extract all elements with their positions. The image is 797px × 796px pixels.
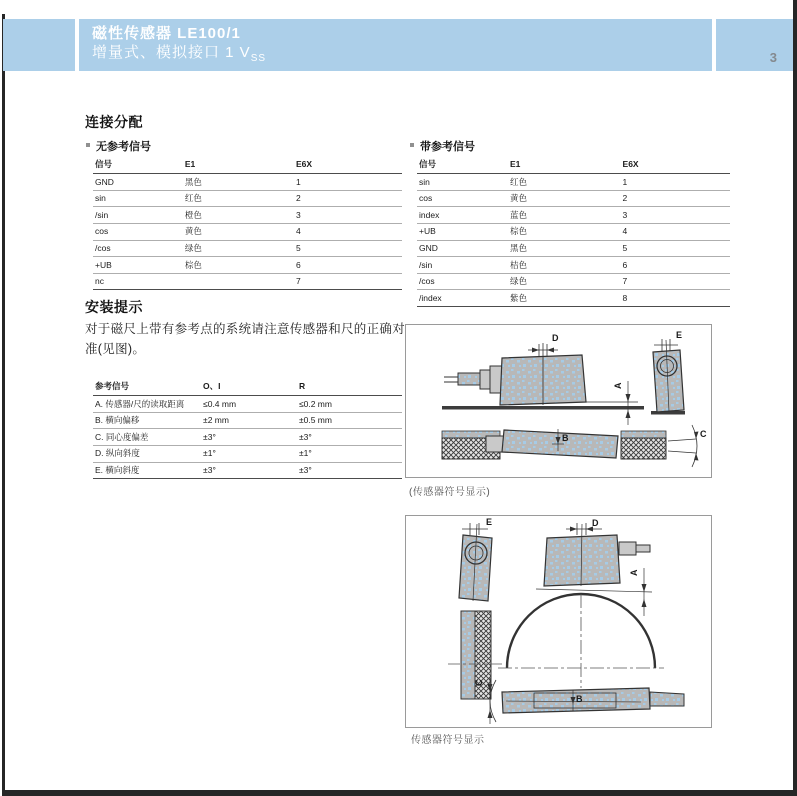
- column-header: E6X: [621, 156, 730, 174]
- table-row: [417, 240, 730, 257]
- square-bullet-icon: [410, 143, 414, 147]
- table-cell: /sin: [417, 257, 508, 274]
- table-cell: 2: [294, 190, 402, 207]
- table-no-ref-signals: [93, 156, 402, 290]
- table-row: [93, 429, 402, 446]
- table-cell: /cos: [93, 240, 183, 257]
- column-header: E6X: [294, 156, 402, 174]
- table-cell: [183, 273, 294, 290]
- table-cell: 8: [621, 290, 730, 307]
- column-header: R: [297, 378, 402, 396]
- rotary-diagram-caption: 传感器符号显示: [411, 735, 485, 746]
- table-cell: 蓝色: [508, 207, 621, 224]
- table-cell: C. 同心度偏差: [93, 429, 201, 446]
- diagram-linear-mounting: [405, 324, 712, 478]
- table-row: [93, 174, 402, 191]
- section-heading-installation: 安装提示: [85, 299, 143, 315]
- dim-label-B: B: [562, 433, 569, 443]
- table-cell: GND: [93, 174, 183, 191]
- table-cell: ±3°: [297, 462, 402, 479]
- rotary-mounting-drawing: [406, 516, 711, 727]
- column-header: E1: [183, 156, 294, 174]
- cable-connector: [619, 542, 636, 555]
- table-cell: sin: [417, 174, 508, 191]
- table-cell: ±3°: [201, 462, 297, 479]
- table-cell: /index: [417, 290, 508, 307]
- page-number: 3: [769, 50, 777, 65]
- table-cell: 5: [621, 240, 730, 257]
- linear-mounting-drawing: [406, 325, 711, 477]
- dim-label-E: E: [486, 517, 493, 527]
- dim-label-E: E: [676, 330, 683, 340]
- table-cell: ≤0.2 mm: [297, 396, 402, 413]
- table-cell: 2: [621, 190, 730, 207]
- table-cell: /cos: [417, 273, 508, 290]
- table-cell: +UB: [417, 223, 508, 240]
- dim-label-A: A: [613, 382, 623, 389]
- table-row: [93, 257, 402, 274]
- table-row: [417, 223, 730, 240]
- column-header: E1: [508, 156, 621, 174]
- table-cell: 绿色: [183, 240, 294, 257]
- section-heading-connection: 连接分配: [85, 114, 143, 130]
- table-cell: ±2 mm: [201, 412, 297, 429]
- table-cell: 紫色: [508, 290, 621, 307]
- header-accent-square: [3, 19, 75, 71]
- table-row: [417, 257, 730, 274]
- table-cell: 4: [621, 223, 730, 240]
- column-header: O、I: [201, 378, 297, 396]
- table-row: [417, 174, 730, 191]
- table-row: [417, 273, 730, 290]
- page-number-box: [716, 19, 793, 71]
- table-cell: 5: [294, 240, 402, 257]
- table-header-row: [417, 156, 730, 174]
- column-header: 参考信号: [93, 378, 201, 396]
- square-bullet-icon: [86, 143, 90, 147]
- table-cell: B. 横向偏移: [93, 412, 201, 429]
- table-cell: ±1°: [201, 445, 297, 462]
- subheading-no-ref: 无参考信号: [96, 141, 151, 153]
- table-row: [93, 190, 402, 207]
- magnet-track-hatch-right: [621, 438, 666, 459]
- diagram-rotary-mounting: [405, 515, 712, 728]
- table-installation-tolerances: [93, 378, 402, 479]
- table-cell: /sin: [93, 207, 183, 224]
- column-header: 信号: [417, 156, 508, 174]
- dim-label-B: B: [576, 694, 583, 704]
- table-row: [93, 223, 402, 240]
- table-cell: 红色: [508, 174, 621, 191]
- table-row: [93, 273, 402, 290]
- table-row: [93, 240, 402, 257]
- table-with-ref-signals: [417, 156, 730, 307]
- table-row: [93, 412, 402, 429]
- table-row: [417, 290, 730, 307]
- table-row: [93, 396, 402, 413]
- table-cell: ≤0.4 mm: [201, 396, 297, 413]
- table-cell: cos: [417, 190, 508, 207]
- page-subtitle: 增量式、模拟接口 1 $V_{SS}$: [92, 43, 267, 64]
- table-header-row: [93, 156, 402, 174]
- table-cell: 7: [294, 273, 402, 290]
- table-row: [93, 462, 402, 479]
- dim-label-D: D: [552, 333, 559, 343]
- subheading-with-ref: 带参考信号: [420, 141, 475, 153]
- table-cell: 黄色: [183, 223, 294, 240]
- table-cell: A. 传感器/尺的读取距离: [93, 396, 201, 413]
- table-cell: 黑色: [183, 174, 294, 191]
- table-cell: ±0.5 mm: [297, 412, 402, 429]
- column-header: 信号: [93, 156, 183, 174]
- installation-paragraph: 对于磁尺上带有参考点的系统请注意传感器和尺的正确对准(见图)。: [85, 322, 406, 356]
- table-cell: 桔色: [508, 257, 621, 274]
- table-cell: D. 纵向斜度: [93, 445, 201, 462]
- table-cell: ±3°: [297, 429, 402, 446]
- table-header-row: [93, 378, 402, 396]
- table-row: [417, 190, 730, 207]
- linear-scale-bar: [442, 406, 644, 410]
- table-cell: ±1°: [297, 445, 402, 462]
- page-edge-left: [2, 14, 5, 796]
- table-cell: +UB: [93, 257, 183, 274]
- page-header-bar: [79, 19, 712, 71]
- table-cell: GND: [417, 240, 508, 257]
- table-cell: 4: [294, 223, 402, 240]
- table-cell: nc: [93, 273, 183, 290]
- table-cell: 黄色: [508, 190, 621, 207]
- table-cell: E. 横向斜度: [93, 462, 201, 479]
- subtitle-subscript: SS: [250, 52, 267, 64]
- table-cell: 1: [294, 174, 402, 191]
- table-cell: cos: [93, 223, 183, 240]
- linear-diagram-caption: (传感器符号显示): [409, 487, 491, 498]
- magnet-strip-body: [461, 611, 475, 699]
- dim-label-A: A: [629, 569, 639, 576]
- table-cell: index: [417, 207, 508, 224]
- table-cell: sin: [93, 190, 183, 207]
- table-cell: 7: [621, 273, 730, 290]
- page-edge-right: [793, 0, 797, 796]
- page-edge-bottom: [2, 790, 797, 796]
- table-cell: 3: [621, 207, 730, 224]
- table-cell: 棕色: [183, 257, 294, 274]
- table-cell: 红色: [183, 190, 294, 207]
- table-cell: 黑色: [508, 240, 621, 257]
- table-cell: ±3°: [201, 429, 297, 446]
- dim-label-C: C: [700, 429, 707, 439]
- sensor-body-side-view: [459, 535, 492, 601]
- page-title: 磁性传感器 LE100/1: [92, 25, 241, 42]
- table-cell: 6: [621, 257, 730, 274]
- cable-connector: [458, 373, 480, 385]
- table-cell: 棕色: [508, 223, 621, 240]
- table-row: [417, 207, 730, 224]
- table-cell: 3: [294, 207, 402, 224]
- table-row: [93, 445, 402, 462]
- table-cell: 橙色: [183, 207, 294, 224]
- table-cell: 6: [294, 257, 402, 274]
- table-cell: 1: [621, 174, 730, 191]
- dim-label-C: C: [474, 679, 484, 686]
- dim-label-D: D: [592, 518, 599, 528]
- table-cell: 绿色: [508, 273, 621, 290]
- table-row: [93, 207, 402, 224]
- cable-tail: [650, 692, 684, 706]
